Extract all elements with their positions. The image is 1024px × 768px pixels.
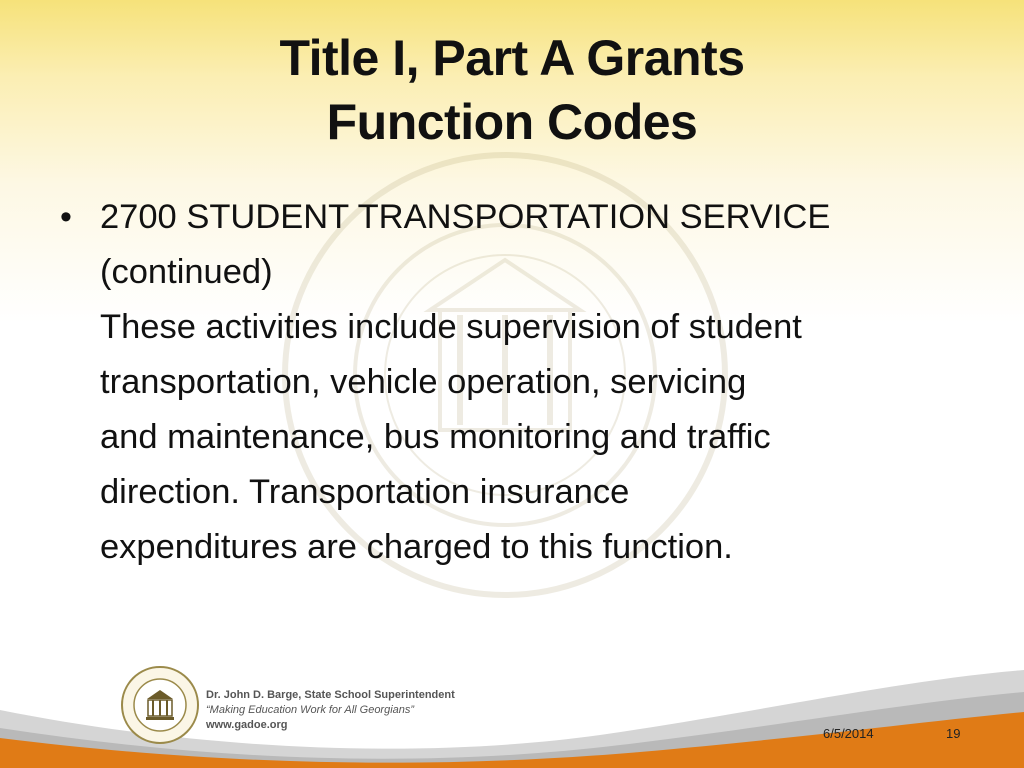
bullet-line: direction. Transportation insurance [100, 473, 630, 511]
superintendent-name: Dr. John D. Barge, State School Superintendent [206, 689, 455, 701]
title-line-2: Function Codes [326, 94, 698, 150]
footer-date: 6/5/2014 [823, 726, 874, 741]
footer-motto: “Making Education Work for All Georgians” [206, 704, 415, 716]
bullet-line: These activities include supervision of student [100, 308, 802, 346]
bullet-icon: • [60, 198, 72, 236]
bullet-item [60, 190, 980, 575]
bullet-line: expenditures are charged to this function. [100, 528, 733, 566]
bullet-line: (continued) [100, 253, 273, 291]
bullet-line: 2700 STUDENT TRANSPORTATION SERVICE [100, 198, 831, 236]
page-number: 19 [946, 726, 961, 741]
bullet-text [100, 190, 980, 575]
slide-content [60, 190, 980, 575]
footer-website-link[interactable]: www.gadoe.org [206, 719, 288, 731]
slide-title [0, 26, 1024, 154]
bullet-line: transportation, vehicle operation, servicing [100, 363, 747, 401]
title-line-1: Title I, Part A Grants [279, 30, 745, 86]
department-seal-logo [120, 665, 200, 745]
footer-credits [206, 688, 455, 733]
bullet-line: and maintenance, bus monitoring and traffic [100, 418, 771, 456]
